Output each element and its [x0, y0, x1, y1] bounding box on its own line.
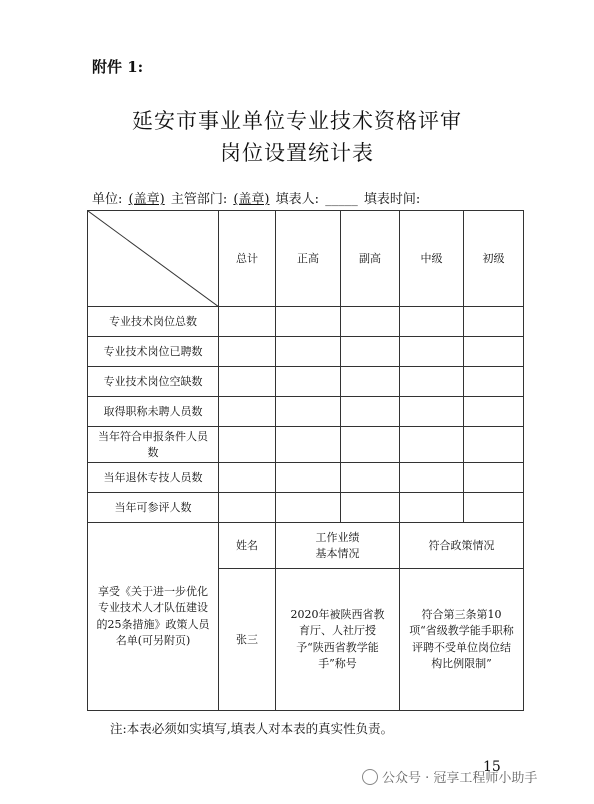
statistics-table [87, 210, 524, 711]
dept-value: (盖章) [233, 192, 270, 207]
watermark [362, 767, 537, 786]
row-label: 专业技术岗位总数 [88, 307, 219, 337]
row-label: 取得职称未聘人员数 [88, 397, 219, 427]
date-label: 填表时间: [363, 192, 421, 207]
table-cell[interactable] [276, 493, 341, 523]
col-header-total: 总计 [219, 211, 276, 307]
table-cell[interactable] [400, 367, 464, 397]
policy-name-cell: 张三 [219, 569, 276, 711]
policy-header-work: 工作业绩 基本情况 [276, 523, 400, 569]
table-cell[interactable] [464, 307, 524, 337]
filler-label: 填表人: [275, 192, 320, 207]
wechat-icon [362, 769, 378, 785]
table-cell[interactable] [219, 463, 276, 493]
table-cell[interactable] [464, 493, 524, 523]
policy-header-policy: 符合政策情况 [400, 523, 524, 569]
policy-work-cell: 2020年被陕西省教育厅、人社厅授予“陕西省教学能手”称号 [276, 569, 400, 711]
table-cell[interactable] [464, 463, 524, 493]
row-label: 当年可参评人数 [88, 493, 219, 523]
table-cell[interactable] [341, 337, 400, 367]
table-cell[interactable] [341, 307, 400, 337]
filler-blank: _____ [325, 192, 358, 207]
table-cell[interactable] [464, 397, 524, 427]
table-cell[interactable] [276, 427, 341, 463]
table-cell[interactable] [276, 397, 341, 427]
table-cell[interactable] [341, 493, 400, 523]
page-title-line2: 岗位设置统计表 [220, 141, 374, 165]
watermark-text: 公众号 · 冠享工程师小助手 [382, 771, 538, 786]
table-cell[interactable] [219, 493, 276, 523]
form-header [92, 188, 422, 207]
table-cell[interactable] [400, 493, 464, 523]
table-cell[interactable] [400, 337, 464, 367]
table-cell[interactable] [464, 367, 524, 397]
table-cell[interactable] [219, 337, 276, 367]
unit-label: 单位: [92, 192, 123, 207]
page-number: 15 [483, 759, 501, 775]
policy-detail-cell: 符合第三条第10项“省级教学能手职称评聘不受单位岗位结构比例限制” [400, 569, 524, 711]
table-cell[interactable] [464, 427, 524, 463]
table-cell[interactable] [341, 427, 400, 463]
col-header-senior: 正高 [276, 211, 341, 307]
col-header-intermediate: 中级 [400, 211, 464, 307]
row-label: 当年退休专技人员数 [88, 463, 219, 493]
footnote: 注:本表必须如实填写,填表人对本表的真实性负责。 [110, 721, 394, 736]
table-cell[interactable] [341, 367, 400, 397]
unit-value: (盖章) [128, 192, 165, 207]
attachment-label: 附件 1: [92, 58, 144, 76]
table-cell[interactable] [219, 427, 276, 463]
row-label: 专业技术岗位空缺数 [88, 367, 219, 397]
table-cell[interactable] [276, 367, 341, 397]
policy-list-label: 享受《关于进一步优化专业技术人才队伍建设的25条措施》政策人员名单(可另附页) [88, 523, 219, 711]
table-cell[interactable] [276, 307, 341, 337]
table-cell[interactable] [400, 427, 464, 463]
policy-header-name: 姓名 [219, 523, 276, 569]
table-cell[interactable] [276, 337, 341, 367]
table-cell[interactable] [219, 307, 276, 337]
table-cell[interactable] [341, 463, 400, 493]
page-title-line1: 延安市事业单位专业技术资格评审 [132, 109, 462, 133]
dept-label: 主管部门: [170, 192, 228, 207]
table-cell[interactable] [341, 397, 400, 427]
col-header-junior: 初级 [464, 211, 524, 307]
table-cell[interactable] [219, 367, 276, 397]
table-cell[interactable] [276, 463, 341, 493]
table-cell[interactable] [464, 337, 524, 367]
diagonal-header-cell [88, 211, 219, 307]
row-label: 当年符合申报条件人员数 [88, 427, 219, 463]
table-cell[interactable] [400, 397, 464, 427]
table-cell[interactable] [400, 307, 464, 337]
diagonal-line [88, 211, 219, 307]
table-cell[interactable] [219, 397, 276, 427]
table-cell[interactable] [400, 463, 464, 493]
col-header-associate: 副高 [341, 211, 400, 307]
row-label: 专业技术岗位已聘数 [88, 337, 219, 367]
